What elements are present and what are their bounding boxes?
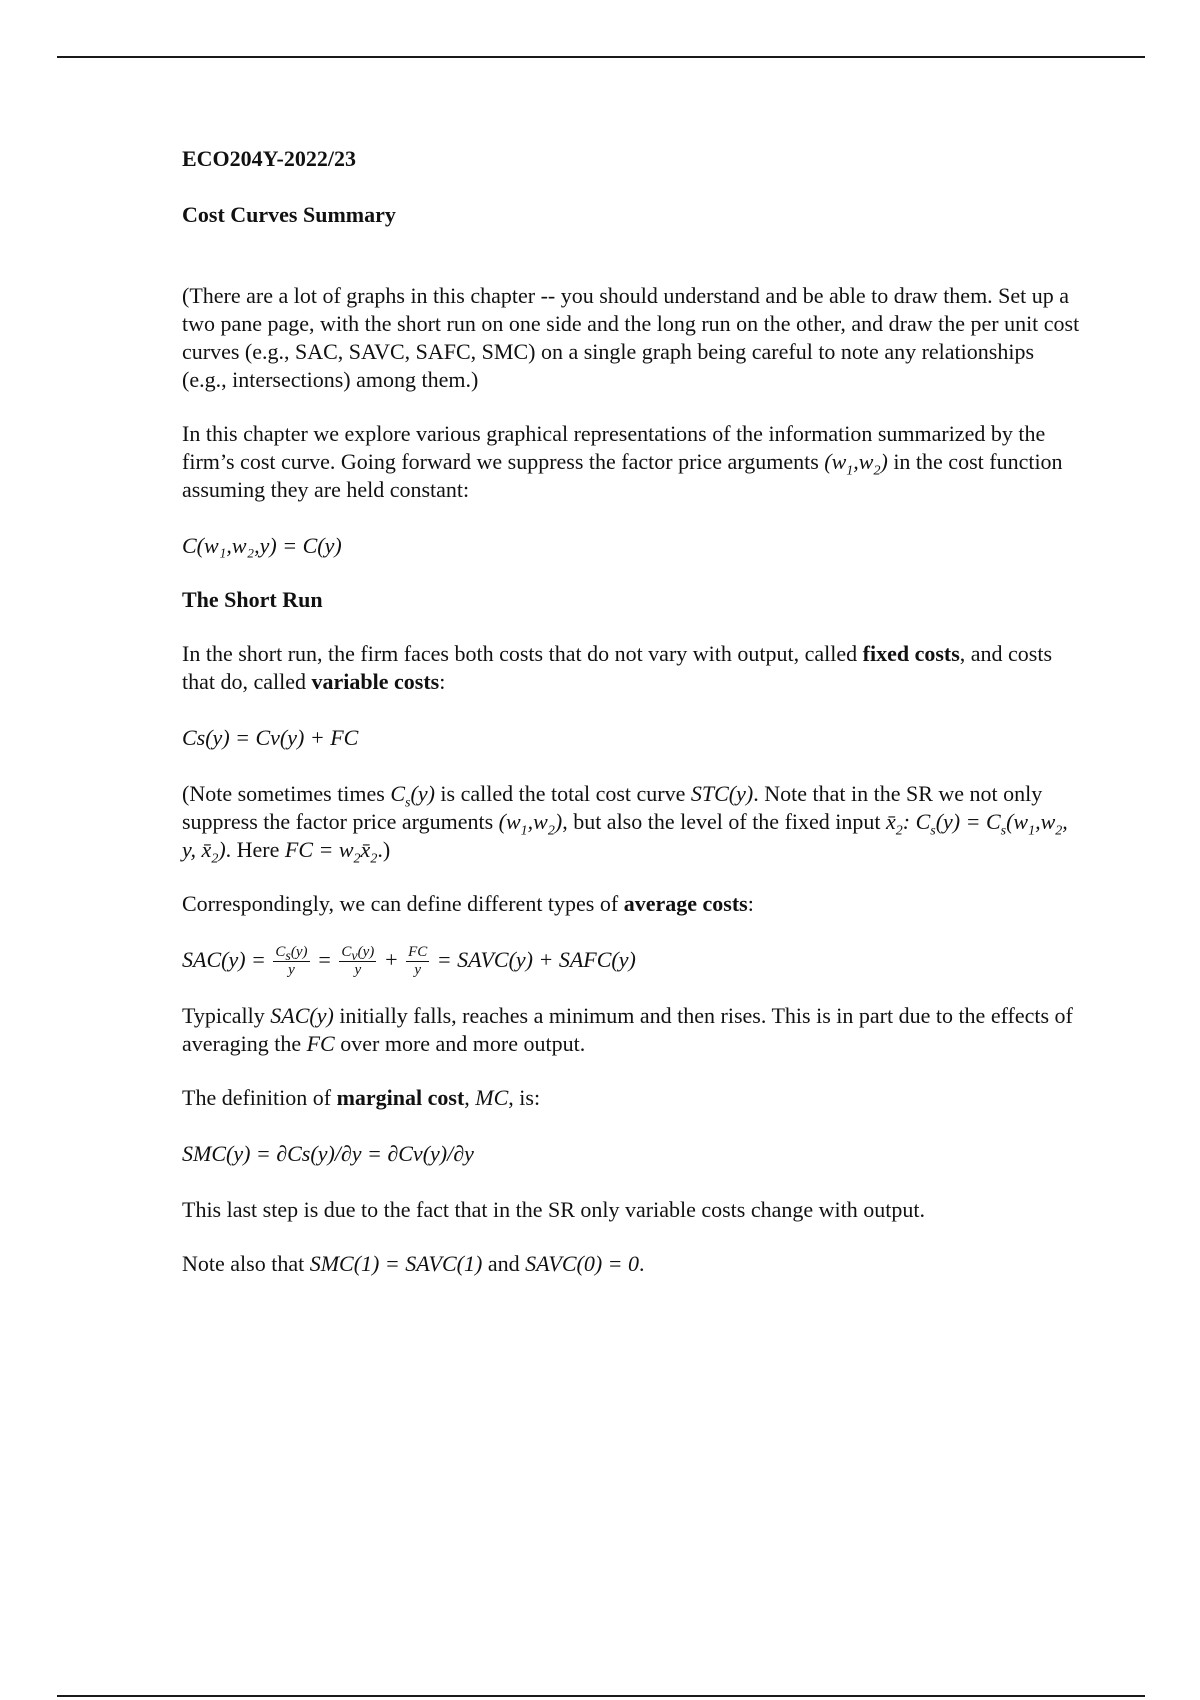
intro-paragraph: (There are a lot of graphs in this chapter -- you should understand and be able to draw them. Set up a two pane page, with the short run on one side and the long run on the other, and draw the per unit cost curves (e.g., SAC, SAVC, SAFC, SMC) on a single graph being careful to note any relationships (e.g., intersections) among them.) [182, 283, 1080, 392]
paragraph-note-smc: Note also that SMC(1) = SAVC(1) and SAVC(0) = 0. [182, 1251, 645, 1276]
paragraph-note-stc: (Note sometimes times $C_s(y)$ is called the total cost curve STC(y). Note that in the SR we not only suppress the factor price arguments $(w_1,w_2)$, but also the level of the fixed input $x̄_2$: $C_s(y) = C_s(w_1,w_2$, y, $x̄_2$). Here FC = $w_2x̄_2$.) [182, 781, 1068, 867]
equation-cost-function: C(w₁,w₂,y) = C(y) [182, 533, 342, 558]
document-title: Cost Curves Summary [182, 202, 396, 227]
course-code: ECO204Y-2022/23 [182, 146, 356, 171]
equation-short-cost: Cs(y) = Cv(y) + FC [182, 725, 359, 750]
paragraph-short-run: In the short run, the firm faces both costs that do not vary with output, called fixed costs, and costs that do, called variable costs: [182, 641, 1053, 694]
document-body [182, 145, 1082, 1278]
short-run-heading: The Short Run [182, 587, 323, 612]
paragraph-variable-change: This last step is due to the fact that in the SR only variable costs change with output. [182, 1197, 925, 1222]
factor-price-args: $(w_1,w_2)$ [824, 449, 888, 479]
paragraph-sac-shape: Typically SAC(y) initially falls, reaches a minimum and then rises. This is in part due to the effects of averaging the FC over more and more output. [182, 1003, 1073, 1056]
bottom-rule [57, 1695, 1145, 1697]
top-rule [57, 56, 1145, 58]
paragraph-explore: In this chapter we explore various graphical representations of the information summarized by the firm’s cost curve. Going forward we suppress the factor price arguments $(w_1,w_2)$ in the cost function assuming they are held constant: [182, 421, 1063, 502]
equation-sac: SAC(y) = $\frac{C_s(y)}{y}$ = $\frac{C_v(y)}{y}$ + $\frac{FC}{y}$ = SAVC(y) + SAFC(y) [182, 944, 636, 979]
paragraph-average-costs: Correspondingly, we can define different types of average costs: [182, 891, 754, 916]
equation-smc: SMC(y) = ∂Cs(y)/∂y = ∂Cv(y)/∂y [182, 1141, 474, 1166]
paragraph-marginal-cost: The definition of marginal cost, MC, is: [182, 1085, 541, 1110]
